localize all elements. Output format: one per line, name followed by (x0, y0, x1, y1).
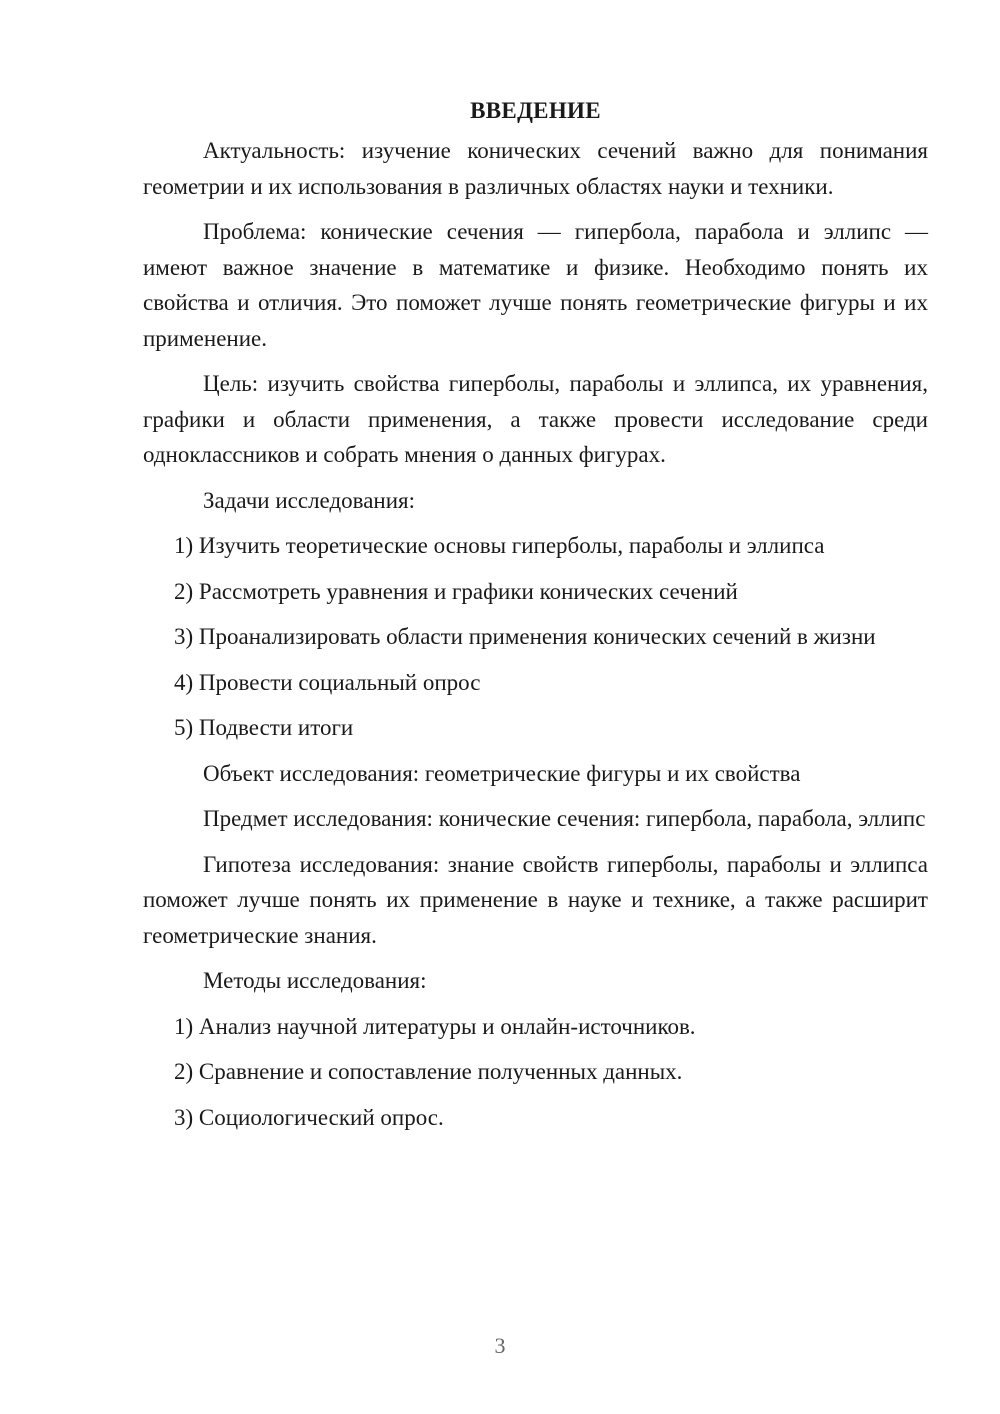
object-paragraph: Объект исследования: геометрические фигуры и их свойства (203, 760, 801, 786)
method-item: 2) Сравнение и сопоставление полученных данных. (174, 1059, 683, 1084)
goal-paragraph: Цель: изучить свойства гиперболы, параболы и эллипса, их уравнения, графики и области применения, а также провести исследование среди одноклассников и собрать мнения о данных фигурах. (143, 371, 928, 467)
subject-paragraph: Предмет исследования: конические сечения: гипербола, парабола, эллипс (203, 806, 926, 831)
hypothesis-paragraph: Гипотеза исследования: знание свойств гиперболы, параболы и эллипса поможет лучше понять их применение в науке и технике, а также расширит геометрические знания. (143, 851, 928, 948)
method-item: 3) Социологический опрос. (174, 1104, 444, 1130)
task-item: 4) Провести социальный опрос (174, 669, 481, 695)
task-item: 5) Подвести итоги (174, 715, 354, 740)
task-item: 1) Изучить теоретические основы гиперболы, параболы и эллипса (174, 533, 825, 558)
task-item: 2) Рассмотреть уравнения и графики конических сечений (174, 578, 738, 604)
relevance-paragraph: Актуальность: изучение конических сечений важно для понимания геометрии и их использования в различных областях науки и техники. (143, 138, 928, 199)
tasks-heading: Задачи исследования: (203, 487, 416, 513)
page-title: ВВЕДЕНИЕ (470, 98, 601, 123)
document-page (143, 96, 928, 1145)
methods-heading: Методы исследования: (203, 968, 427, 993)
method-item: 1) Анализ научной литературы и онлайн-источников. (174, 1013, 696, 1039)
task-item: 3) Проанализировать области применения конических сечений в жизни (174, 624, 876, 649)
problem-paragraph: Проблема: конические сечения — гипербола, парабола и эллипс — имеют важное значение в математике и физике. Необходимо понять их свойства и отличия. Это поможет лучше понять геометрические фигуры и их применение. (143, 219, 928, 351)
page-number: 3 (494, 1333, 506, 1358)
